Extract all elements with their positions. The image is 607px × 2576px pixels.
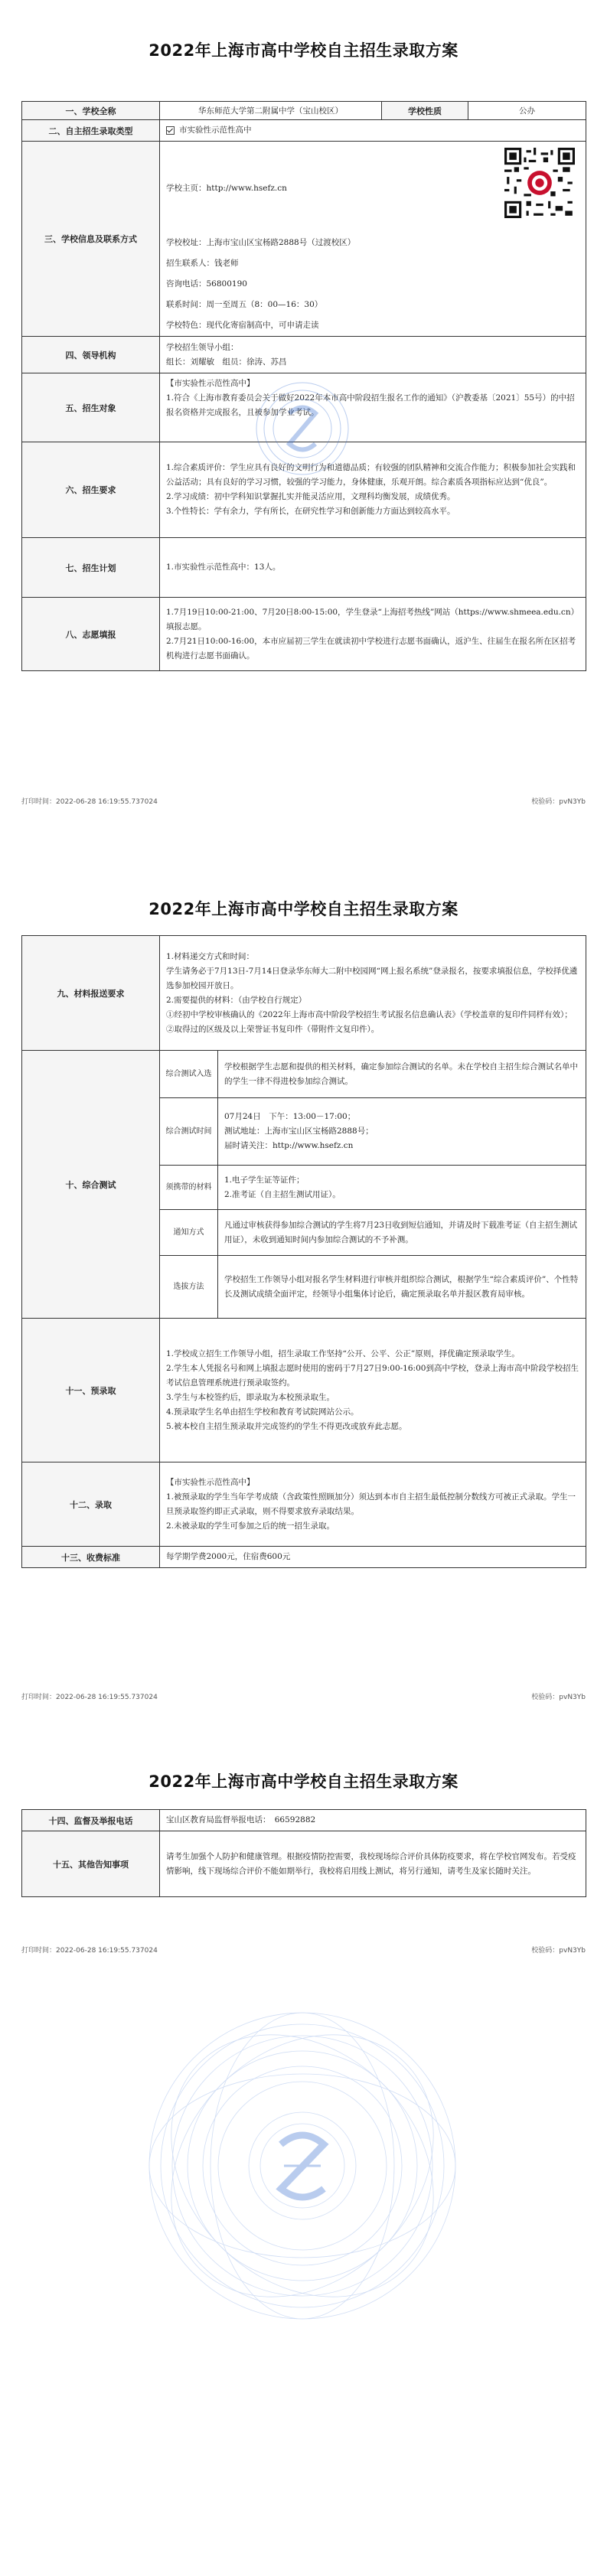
school-name-label: 一、学校全称 — [22, 102, 160, 120]
test-sub-label-2: 综合测试时间 — [160, 1098, 218, 1166]
school-type-label: 学校性质 — [382, 102, 468, 120]
pre-line-1: 1.学校成立招生工作领导小组，招生录取工作坚持“公开、公平、公正”原则，择优确定预录取学生。 — [166, 1348, 520, 1358]
other-label: 十五、其他告知事项 — [22, 1831, 160, 1897]
admit-line-1: 【市实验性示范性高中】 — [166, 1477, 255, 1487]
admit-cell — [160, 1462, 586, 1547]
plan-table-page-3 — [21, 1809, 586, 1897]
test-sub-label-5: 选拔方法 — [160, 1256, 218, 1319]
checked-checkbox-icon — [166, 126, 175, 135]
admit-label: 十二、录取 — [22, 1462, 160, 1547]
materials-cell — [160, 936, 586, 1051]
check-code: 校验码：pvN3Yb — [531, 798, 586, 806]
test-time-line-1: 07月24日 下午：13:00－17:00； — [224, 1112, 356, 1121]
test-material-line-1: 1.电子学生证等证件； — [224, 1175, 305, 1185]
plan-table-page-2 — [21, 935, 586, 1568]
other-value: 请考生加强个人防护和健康管理。根据疫情防控需要，我校现场综合评价具体防疫要求，将在学校官网发布。若受疫情影响，线下现场综合评价不能如期举行，我校将启用线上测试，将另行通知，请考生及家长随时关注。 — [160, 1831, 586, 1897]
leader-line-2: 组长：刘耀敏 组员：徐涛、苏昌 — [166, 357, 287, 367]
fee-value: 每学期学费2000元，住宿费600元 — [160, 1547, 586, 1568]
test-label: 十、综合测试 — [22, 1051, 160, 1319]
print-time: 打印时间：2022-06-28 16:19:55.737024 — [21, 798, 158, 806]
apply-line-2: 2.7月21日10:00-16:00，本市应届初三学生在就读初中学校进行志愿书面确认，返沪生、往届生在报名所在区招考机构进行志愿书面确认。 — [166, 636, 576, 660]
info-cell — [160, 142, 586, 337]
supervise-label: 十四、监督及举报电话 — [22, 1810, 160, 1831]
info-features: 学校特色：现代化寄宿制高中，可申请走读 — [166, 321, 319, 330]
materials-label: 九、材料报送要求 — [22, 936, 160, 1051]
plan-label: 七、招生计划 — [22, 538, 160, 598]
page-title: 2022年上海市高中学校自主招生录取方案 — [148, 41, 459, 60]
pre-line-2: 2.学生本人凭报名号和网上填报志愿时使用的密码于7月27日9:00-16:00到高中学校，登录上海市高中阶段学校招生考试信息管理系统进行预录取签约。 — [166, 1363, 579, 1387]
test-sub-label-4: 通知方式 — [160, 1210, 218, 1256]
apply-line-1: 1.7月19日10:00-21:00、7月20日8:00-15:00，学生登录“上海招考热线”网站（https://www.shmeea.edu.cn）填报志愿。 — [166, 607, 579, 631]
info-homepage: 学校主页：http://www.hsefz.cn — [166, 184, 287, 193]
apply-label: 八、志愿填报 — [22, 598, 160, 671]
page-title-2: 2022年上海市高中学校自主招生录取方案 — [148, 900, 459, 918]
school-type-value: 公办 — [468, 102, 586, 120]
watermark-rosette-icon — [134, 1997, 471, 2334]
test-value-2 — [218, 1098, 586, 1166]
apply-cell — [160, 598, 586, 671]
req-line-1: 1.综合素质评价：学生应具有良好的文明行为和道德品质；有较强的团队精神和交流合作能力；积极参加社会实践和公益活动；具有良好的学习习惯，较强的学习能力，身体健康，乐观开朗。综合素质各项指标应达到“优良”。 — [166, 463, 576, 487]
materials-line-4: ①经初中学校审核确认的《2022年上海市高中阶段学校招生考试报名信息确认表》（学校盖章的复印件同样有效）； ②取得过的区级及以上荣誉证书复印件（带附件文复印件）。 — [166, 1009, 585, 1034]
check-code-2: 校验码：pvN3Yb — [531, 1694, 586, 1701]
plan-table-page-1 — [21, 101, 586, 671]
check-code-3: 校验码：pvN3Yb — [531, 1947, 586, 1955]
school-name-value: 华东师范大学第二附属中学（宝山校区） — [160, 102, 382, 120]
target-cell — [160, 373, 586, 442]
fee-label: 十三、收费标准 — [22, 1547, 160, 1568]
test-sub-label-1: 综合测试入选 — [160, 1051, 218, 1098]
materials-line-3: 2.需要提供的材料：（由学校自行规定） — [166, 995, 307, 1005]
plan-value: 1.市实验性示范性高中：13人。 — [160, 538, 586, 598]
info-label: 三、学校信息及联系方式 — [22, 142, 160, 337]
recruit-type-cell — [160, 120, 586, 142]
materials-line-1: 1.材料递交方式和时间： — [166, 951, 255, 961]
pre-label: 十一、预录取 — [22, 1319, 160, 1462]
leader-label: 四、领导机构 — [22, 337, 160, 373]
target-line-2: 1.符合《上海市教育委员会关于做好2022年本市高中阶段招生报名工作的通知》（沪教委基〔2021〕55号）的中招报名资格并完成报名，且被参加学业考试。 — [166, 393, 575, 417]
pre-line-3: 3.学生与本校签约后，即录取为本校预录取生。 — [166, 1392, 335, 1402]
info-phone: 咨询电话：56800190 — [166, 279, 247, 289]
test-value-1: 学校根据学生志愿和提供的相关材料，确定参加综合测试的名单。未在学校自主招生综合测试名单中的学生一律不得进校参加综合测试。 — [218, 1051, 586, 1098]
req-line-3: 3.个性特长：学有余力，学有所长，在研究性学习和创新能力方面达到较高水平。 — [166, 507, 455, 516]
info-contact-time: 联系时间：周一至周五（8：00—16：30） — [166, 300, 323, 309]
test-value-5: 学校招生工作领导小组对报名学生材料进行审核并组织综合测试，根据学生“综合素质评价”、个性特长及测试成绩全面评定，经领导小组集体讨论后，确定预录取名单并报区教育局审核。 — [218, 1256, 586, 1319]
test-sub-label-3: 须携带的材料 — [160, 1166, 218, 1210]
admit-line-2: 1.被预录取的学生当年学考成绩（含政策性照顾加分）须达到本市自主招生最低控制分数线方可被正式录取。学生一旦预录取签约即正式录取，则不得要求放弃录取结果。 — [166, 1492, 576, 1516]
test-value-3 — [218, 1166, 586, 1210]
info-contact-person: 招生联系人：钱老师 — [166, 259, 239, 268]
supervise-value: 宝山区教育局监督举报电话： 66592882 — [160, 1810, 586, 1831]
leader-line-1: 学校招生领导小组： — [166, 342, 239, 352]
info-address: 学校校址：上海市宝山区宝杨路2888号（过渡校区） — [166, 238, 356, 247]
recruit-type-value: 市实验性示范性高中 — [179, 126, 252, 135]
print-time-2: 打印时间：2022-06-28 16:19:55.737024 — [21, 1694, 158, 1701]
pre-line-4: 4.预录取学生名单由招生学校和教育考试院网站公示。 — [166, 1407, 359, 1417]
print-time-3: 打印时间：2022-06-28 16:19:55.737024 — [21, 1947, 158, 1955]
admit-line-3: 2.未被录取的学生可参加之后的统一招生录取。 — [166, 1521, 335, 1531]
test-material-line-2: 2.准考证（自主招生测试用证）。 — [224, 1189, 341, 1199]
req-cell — [160, 442, 586, 538]
qr-code-icon — [504, 148, 575, 218]
req-line-2: 2.学习成绩：初中学科知识掌握扎实并能灵活应用，文理科均衡发展，成绩优秀。 — [166, 492, 455, 501]
materials-line-2: 学生请务必于7月13日-7月14日登录华东师大二附中校园网“网上报名系统”登录报名，按要求填报信息，学校择优遴选参加校园开放日。 — [166, 966, 578, 990]
recruit-type-label: 二、自主招生录取类型 — [22, 120, 160, 142]
pre-line-5: 5.被本校自主招生预录取并完成签约的学生不得更改或放弃此志愿。 — [166, 1421, 407, 1431]
pre-cell — [160, 1319, 586, 1462]
page-title-3: 2022年上海市高中学校自主招生录取方案 — [148, 1772, 459, 1791]
test-time-line-3: 届时请关注：http://www.hsefz.cn — [224, 1141, 354, 1150]
test-time-line-2: 测试地址：上海市宝山区宝杨路2888号； — [224, 1127, 374, 1136]
leader-cell — [160, 337, 586, 373]
target-line-1: 【市实验性示范性高中】 — [166, 379, 255, 388]
target-label: 五、招生对象 — [22, 373, 160, 442]
test-value-4: 凡通过审核获得参加综合测试的学生将7月23日收到短信通知，并请及时下载准考证（自主招生测试用证），未收到通知时间内参加综合测试的不予补测。 — [218, 1210, 586, 1256]
req-label: 六、招生要求 — [22, 442, 160, 538]
